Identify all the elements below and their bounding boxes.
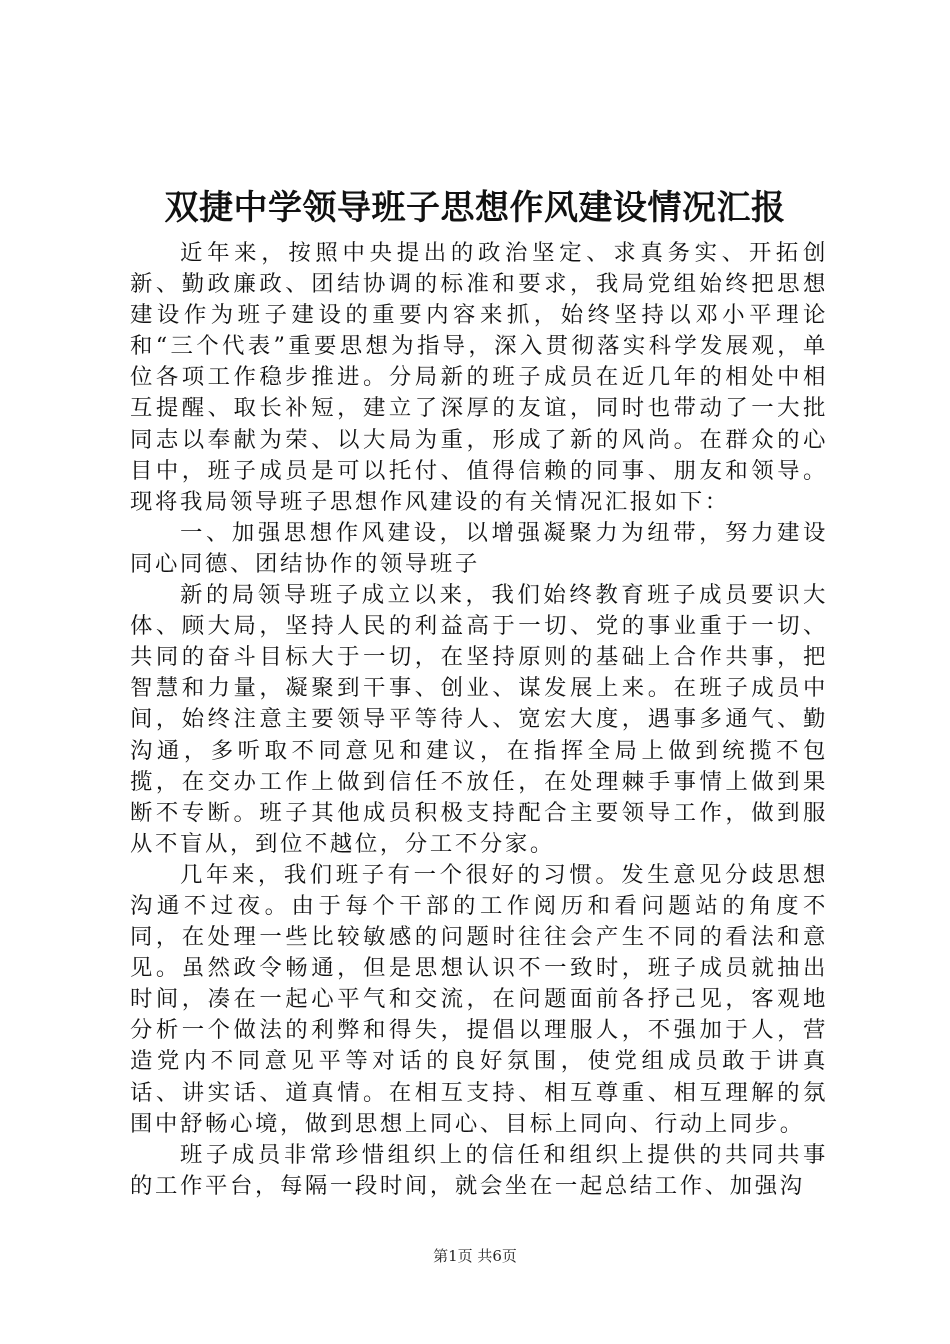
paragraph-trust: 班子成员非常珍惜组织上的信任和组织上提供的共同共事的工作平台，每隔一段时间，就会坐在一起总结工作、加强沟: [130, 1141, 828, 1199]
document-body: [130, 238, 828, 1202]
paragraph-leadership: 新的局领导班子成立以来，我们始终教育班子成员要识大体、顾大局，坚持人民的利益高于一切、党的事业重于一切、共同的奋斗目标大于一切，在坚持原则的基础上合作共事，把智慧和力量，凝聚到干事、创业、谋发展上来。在班子成员中间，始终注意主要领导平等待人、宽宏大度，遇事多通气、勤沟通，多听取不同意见和建议，在指挥全局上做到统揽不包揽，在交办工作上做到信任不放任，在处理棘手事情上做到果断不专断。班子其他成员积极支持配合主要领导工作，做到服从不盲从，到位不越位，分工不分家。: [130, 582, 828, 857]
document-title: 双捷中学领导班子思想作风建设情况汇报: [164, 188, 786, 228]
page-footer: 第1页 共6页: [433, 1247, 517, 1265]
paragraph-intro: 近年来，按照中央提出的政治坚定、求真务实、开拓创新、勤政廉政、团结协调的标准和要求，我局党组始终把思想建设作为班子建设的重要内容来抓，始终坚持以邓小平理论和“三个代表”重要思想为指导，深入贯彻落实科学发展观，单位各项工作稳步推进。分局新的班子成员在近几年的相处中相互提醒、取长补短，建立了深厚的友谊，同时也带动了一大批同志以奉献为荣、以大局为重，形成了新的风尚。在群众的心目中，班子成员是可以托付、值得信赖的同事、朋友和领导。现将我局领导班子思想作风建设的有关情况汇报如下：: [130, 240, 828, 515]
paragraph-habit: 几年来，我们班子有一个很好的习惯。发生意见分歧思想沟通不过夜。由于每个干部的工作阅历和看问题站的角度不同，在处理一些比较敏感的问题时往往会产生不同的看法和意见。虽然政令畅通，但是思想认识不一致时，班子成员就抽出时间，凑在一起心平气和交流，在问题面前各抒己见，客观地分析一个做法的利弊和得失，提倡以理服人，不强加于人，营造党内不同意见平等对话的良好氛围，使党组成员敢于讲真话、讲实话、道真情。在相互支持、相互尊重、相互理解的氛围中舒畅心境，做到思想上同心、目标上同向、行动上同步。: [130, 861, 828, 1137]
paragraph-section-heading-1: 一、加强思想作风建设，以增强凝聚力为纽带，努力建设同心同德、团结协作的领导班子: [130, 519, 828, 577]
